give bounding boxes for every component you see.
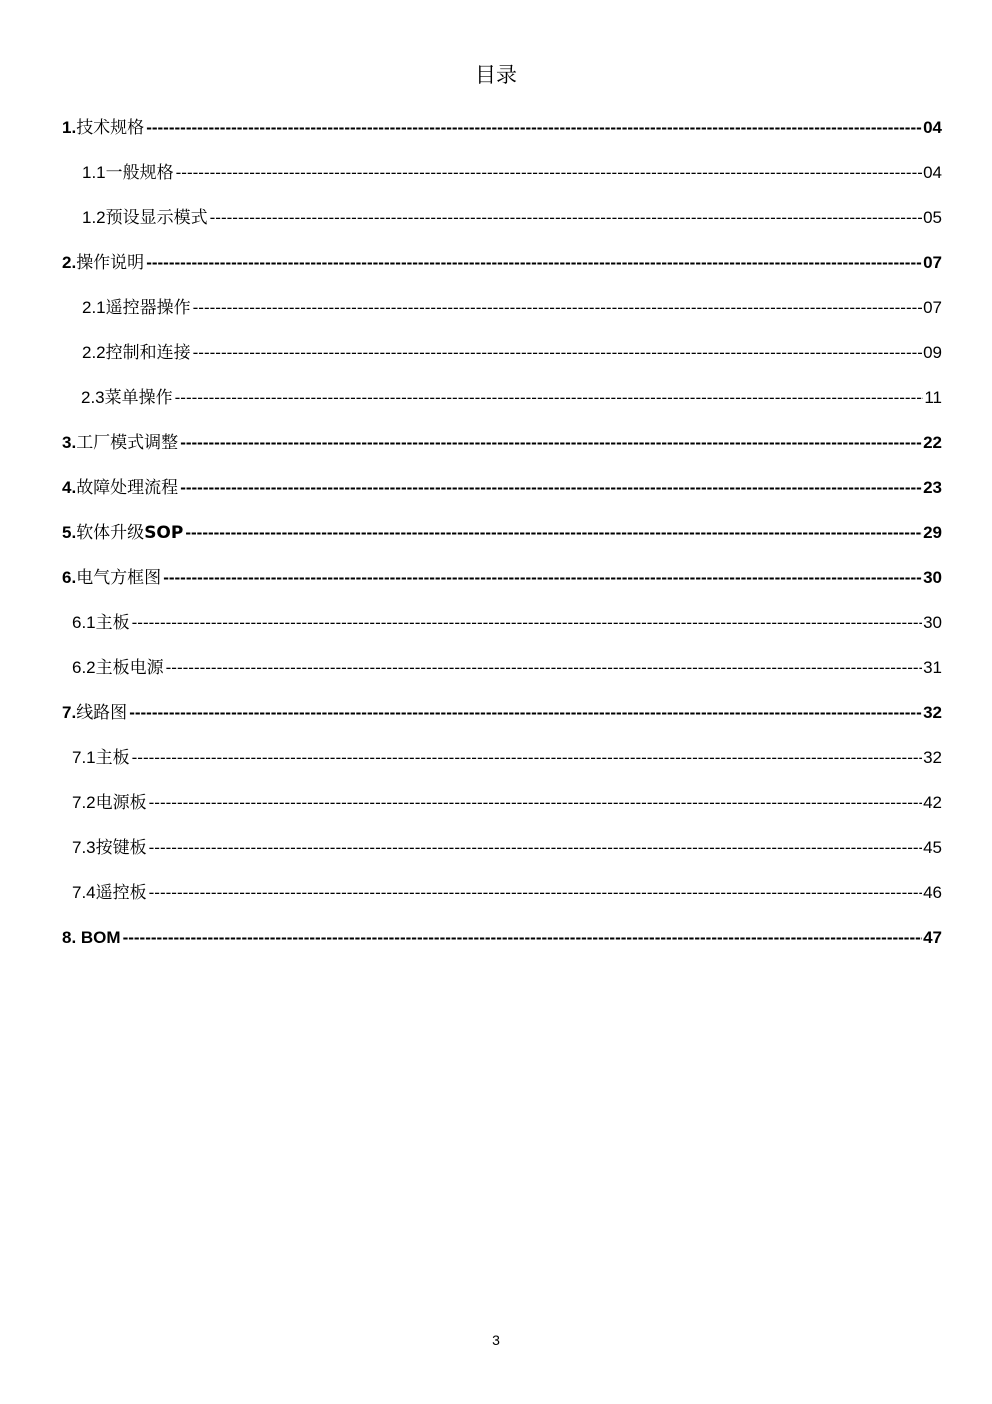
toc-leader-dots bbox=[193, 338, 922, 368]
toc-leader-dots bbox=[193, 293, 922, 323]
toc-entry-title: 电气方框图 bbox=[76, 568, 162, 588]
toc-entry-title: 技术规格 bbox=[76, 118, 145, 138]
toc-leader-dots bbox=[180, 428, 922, 458]
toc-entry-1[interactable] bbox=[62, 113, 942, 158]
toc-entry-2-2[interactable] bbox=[62, 338, 942, 383]
toc-leader-dots bbox=[129, 698, 922, 728]
toc-leader-dots bbox=[149, 788, 922, 818]
toc-entry-title: 遥控板 bbox=[95, 883, 147, 903]
toc-entry-page: 31 bbox=[923, 658, 942, 677]
toc-entry-page: 32 bbox=[923, 748, 942, 767]
toc-entry-title-latin: SOP bbox=[144, 523, 184, 543]
toc-entry-2[interactable] bbox=[62, 248, 942, 293]
toc-entry-number: 7.2 bbox=[72, 793, 96, 812]
toc-entry-7[interactable] bbox=[62, 698, 942, 743]
toc-entry-page: 04 bbox=[923, 118, 942, 137]
toc-leader-dots bbox=[175, 383, 924, 413]
toc-entry-title: 软体升级 bbox=[76, 523, 145, 543]
toc-entry-number: 7.3 bbox=[72, 838, 96, 857]
toc-leader-dots bbox=[149, 878, 922, 908]
toc-entry-number: 3. bbox=[62, 433, 77, 452]
toc-entry-4[interactable] bbox=[62, 473, 942, 518]
toc-entry-1-2[interactable] bbox=[62, 203, 942, 248]
toc-entry-number: 7.1 bbox=[72, 748, 96, 767]
toc-entry-5[interactable] bbox=[62, 518, 942, 563]
toc-entry-title: 线路图 bbox=[76, 703, 128, 723]
toc-entry-page: 09 bbox=[923, 343, 942, 362]
toc-leader-dots bbox=[176, 158, 922, 188]
toc-leader-dots bbox=[166, 653, 922, 683]
toc-entry-2-1[interactable] bbox=[62, 293, 942, 338]
toc-entry-number: 6.2 bbox=[72, 658, 96, 677]
toc-leader-dots bbox=[132, 608, 922, 638]
toc-entry-7-4[interactable] bbox=[62, 878, 942, 923]
toc-entry-number: 1. bbox=[62, 118, 77, 137]
toc-entry-title: 一般规格 bbox=[105, 163, 174, 183]
toc-entry-page: 32 bbox=[923, 703, 942, 722]
toc-entry-page: 22 bbox=[923, 433, 942, 452]
toc-entry-2-3[interactable] bbox=[62, 383, 942, 428]
toc-entry-page: 07 bbox=[923, 253, 942, 272]
toc-leader-dots bbox=[210, 203, 922, 233]
toc-entry-6[interactable] bbox=[62, 563, 942, 608]
toc-entry-3[interactable] bbox=[62, 428, 942, 473]
toc-entry-number: 2. bbox=[62, 253, 77, 272]
toc-entry-number: 2.1 bbox=[82, 298, 106, 317]
toc-entry-title: 控制和连接 bbox=[105, 343, 191, 363]
toc-entry-title: 工厂模式调整 bbox=[76, 433, 179, 453]
toc-entry-title: 故障处理流程 bbox=[76, 478, 179, 498]
toc-entry-page: 29 bbox=[923, 523, 942, 542]
toc-entry-number: 2.3 bbox=[81, 388, 105, 407]
toc-entry-number: 1.2 bbox=[82, 208, 106, 227]
toc-leader-dots bbox=[180, 473, 922, 503]
toc-entry-page: 04 bbox=[923, 163, 942, 182]
toc-entry-number: 7.4 bbox=[72, 883, 96, 902]
toc-entry-number: 4. bbox=[62, 478, 77, 497]
toc-entry-title: 菜单操作 bbox=[104, 388, 173, 408]
toc-entry-page: 07 bbox=[923, 298, 942, 317]
toc-entry-page: 46 bbox=[923, 883, 942, 902]
toc-entry-number: 8. BOM bbox=[62, 928, 121, 947]
toc-leader-dots bbox=[185, 518, 922, 548]
toc-entry-6-2[interactable] bbox=[62, 653, 942, 698]
toc-leader-dots bbox=[163, 563, 922, 593]
toc-entry-title: 电源板 bbox=[95, 793, 147, 813]
toc-entry-number: 7. bbox=[62, 703, 77, 722]
toc-entry-title: 遥控器操作 bbox=[105, 298, 191, 318]
toc-entry-page: 30 bbox=[923, 613, 942, 632]
toc-entry-6-1[interactable] bbox=[62, 608, 942, 653]
toc-entry-title: 预设显示模式 bbox=[105, 208, 208, 228]
toc-entry-number: 6.1 bbox=[72, 613, 96, 632]
toc-entry-title: 操作说明 bbox=[76, 253, 145, 273]
toc-entry-number: 5. bbox=[62, 523, 77, 542]
toc-entry-page: 11 bbox=[924, 388, 942, 407]
toc-entry-7-1[interactable] bbox=[62, 743, 942, 788]
toc-leader-dots bbox=[146, 113, 922, 143]
page-title: 目录 bbox=[475, 63, 517, 87]
page-number: 3 bbox=[492, 1332, 500, 1348]
toc-entry-title: 主板电源 bbox=[95, 658, 164, 678]
toc-entry-page: 05 bbox=[923, 208, 942, 227]
toc-leader-dots bbox=[149, 833, 922, 863]
table-of-contents bbox=[62, 113, 942, 968]
toc-entry-page: 45 bbox=[923, 838, 942, 857]
toc-leader-dots bbox=[146, 248, 922, 278]
toc-entry-1-1[interactable] bbox=[62, 158, 942, 203]
toc-entry-number: 6. bbox=[62, 568, 77, 587]
toc-entry-8[interactable] bbox=[62, 923, 942, 968]
toc-entry-number: 1.1 bbox=[82, 163, 106, 182]
toc-entry-7-2[interactable] bbox=[62, 788, 942, 833]
toc-entry-number: 2.2 bbox=[82, 343, 106, 362]
toc-entry-page: 42 bbox=[923, 793, 942, 812]
toc-entry-page: 47 bbox=[923, 928, 942, 947]
toc-entry-title: 主板 bbox=[95, 748, 130, 768]
toc-entry-page: 23 bbox=[923, 478, 942, 497]
toc-entry-7-3[interactable] bbox=[62, 833, 942, 878]
toc-leader-dots bbox=[132, 743, 922, 773]
toc-entry-title: 按键板 bbox=[95, 838, 147, 858]
toc-leader-dots bbox=[123, 923, 923, 953]
toc-entry-page: 30 bbox=[923, 568, 942, 587]
toc-entry-title: 主板 bbox=[95, 613, 130, 633]
